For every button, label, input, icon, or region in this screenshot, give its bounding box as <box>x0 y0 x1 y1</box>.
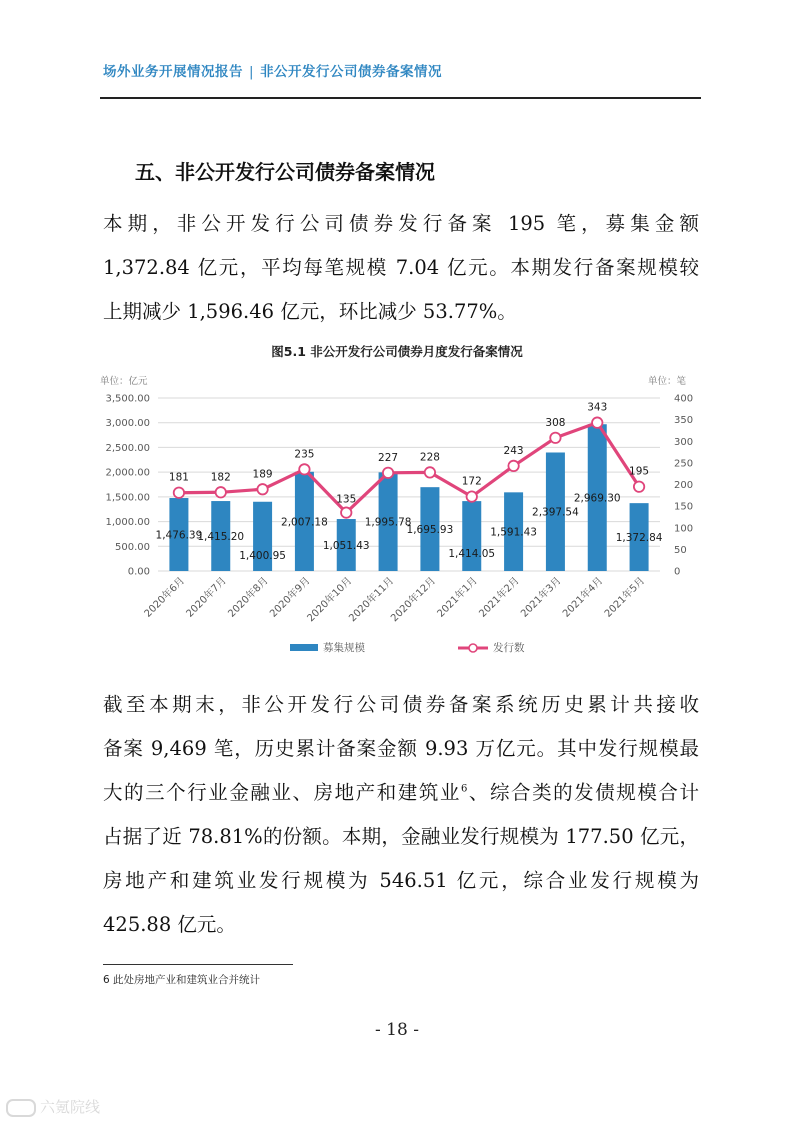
x-tick-label: 2020年8月 <box>226 575 271 620</box>
left-tick-label: 1,500.00 <box>105 492 150 504</box>
legend-line-marker <box>469 644 477 652</box>
x-tick-label: 2021年4月 <box>560 575 606 620</box>
left-tick-label: 3,500.00 <box>105 393 150 405</box>
line-point <box>341 507 351 517</box>
line-text: 大的三个行业金融业、房地产和建筑业 <box>103 781 461 804</box>
line-point <box>383 468 393 478</box>
line-point <box>257 484 267 494</box>
bar-data-label: 1,695.93 <box>406 524 454 537</box>
line-point <box>216 487 226 497</box>
left-tick-label: 2,500.00 <box>105 442 150 454</box>
section-title: 五、非公开发行公司债券备案情况 <box>135 160 435 184</box>
line-data-label: 308 <box>545 416 566 429</box>
right-tick-label: 350 <box>674 415 694 427</box>
x-tick-label: 2020年11月 <box>347 575 397 625</box>
monthly-issuance-chart <box>90 365 700 665</box>
paragraph-line: 本期，非公开发行公司债券发行备案 195 笔，募集金额 <box>103 212 699 235</box>
paragraph-line: 425.88 亿元。 <box>103 913 236 936</box>
watermark-text: 六氪院线 <box>40 1098 101 1116</box>
line-data-label: 172 <box>461 475 482 488</box>
legend-line-label: 发行数 <box>493 642 525 654</box>
line-data-label: 181 <box>168 471 189 484</box>
line-point <box>508 461 518 471</box>
line-point <box>299 464 309 474</box>
bar-data-label: 1,995.78 <box>364 516 412 529</box>
x-tick-label: 2020年9月 <box>268 575 313 620</box>
left-axis-unit: 单位：亿元 <box>100 376 148 387</box>
x-tick-label: 2020年7月 <box>184 575 229 620</box>
line-point <box>174 488 184 498</box>
bar-data-label: 2,007.18 <box>281 516 328 529</box>
bar-data-label: 1,051.43 <box>322 540 370 553</box>
bar <box>462 501 481 571</box>
watermark-logo-icon <box>6 1099 36 1117</box>
line-data-label: 235 <box>294 448 315 461</box>
right-axis-unit: 单位：笔 <box>647 376 686 387</box>
paragraph-summary <box>103 202 699 334</box>
paragraph-line: 占据了近 78.81%的份额。本期，金融业发行规模为 177.50 亿元， <box>103 825 699 848</box>
x-tick-label: 2020年12月 <box>389 575 439 625</box>
footnote-marker: 6 <box>103 974 110 986</box>
watermark <box>6 1096 100 1117</box>
running-header <box>103 60 442 80</box>
left-tick-label: 500.00 <box>115 541 150 553</box>
x-tick-label: 2021年3月 <box>519 575 564 620</box>
header-separator: | <box>249 64 255 80</box>
paragraph-line: 备案 9,469 笔，历史累计备案金额 9.93 万亿元。其中发行规模最 <box>103 737 699 760</box>
x-tick-label: 2020年10月 <box>305 575 355 625</box>
line-point <box>634 481 644 491</box>
header-divider <box>100 97 701 99</box>
bar-data-label: 1,372.84 <box>615 532 663 545</box>
line-point <box>592 417 602 427</box>
left-tick-label: 0.00 <box>127 566 150 578</box>
series-line <box>179 423 639 513</box>
bar-data-label: 1,476.39 <box>155 529 203 542</box>
line-text: 、综合类的发债规模合计 <box>467 781 699 804</box>
line-data-label: 228 <box>419 451 440 464</box>
bar-data-label: 1,400.95 <box>239 550 286 562</box>
line-data-label: 195 <box>629 465 650 478</box>
bar-data-label: 1,414.05 <box>448 548 496 560</box>
line-data-label: 227 <box>378 451 399 464</box>
header-section-name: 非公开发行公司债券备案情况 <box>260 64 443 80</box>
line-data-label: 135 <box>336 493 357 506</box>
paragraph-line: 上期减少 1,596.46 亿元，环比减少 53.77%。 <box>103 300 517 323</box>
line-data-label: 343 <box>587 401 608 414</box>
line-point <box>550 433 560 443</box>
left-tick-label: 3,000.00 <box>105 418 150 430</box>
x-tick-label: 2021年5月 <box>602 575 648 620</box>
x-tick-label: 2020年6月 <box>142 575 188 620</box>
line-point <box>425 467 435 477</box>
right-tick-label: 150 <box>674 501 694 513</box>
footnote <box>103 972 260 987</box>
bar-data-label: 2,397.54 <box>532 506 579 519</box>
bar-data-label: 2,969.30 <box>573 492 621 505</box>
bar-data-label: 1,591.43 <box>490 526 537 539</box>
line-point <box>467 491 477 501</box>
footnote-divider <box>103 964 293 965</box>
line-data-label: 182 <box>210 471 231 484</box>
legend-bar-swatch <box>290 644 318 651</box>
x-tick-label: 2021年1月 <box>435 575 480 620</box>
footnote-ref[interactable]: 6 <box>460 783 468 795</box>
paragraph-line: 1,372.84 亿元，平均每笔规模 7.04 亿元。本期发行备案规模较 <box>103 256 699 279</box>
right-tick-label: 250 <box>674 458 694 470</box>
line-data-label: 189 <box>252 468 273 481</box>
x-tick-label: 2021年2月 <box>477 575 522 620</box>
chart-title: 图5.1 非公开发行公司债券月度发行备案情况 <box>271 344 523 359</box>
right-tick-label: 200 <box>674 480 694 491</box>
line-data-label: 243 <box>503 444 524 457</box>
paragraph-line <box>103 771 699 815</box>
footnote-text: 此处房地产业和建筑业合并统计 <box>113 974 261 986</box>
left-tick-label: 1,000.00 <box>105 517 150 529</box>
right-tick-label: 400 <box>674 393 694 405</box>
bar-data-label: 1,415.20 <box>197 531 245 544</box>
legend-bar-label: 募集规模 <box>323 642 365 654</box>
right-tick-label: 100 <box>674 523 694 535</box>
paragraph-line: 截至本期末，非公开发行公司债券备案系统历史累计共接收 <box>103 693 699 716</box>
paragraph-cumulative <box>103 683 699 947</box>
right-tick-label: 0 <box>674 566 681 578</box>
left-tick-label: 2,000.00 <box>105 467 150 479</box>
right-tick-label: 50 <box>674 544 687 556</box>
header-report-name: 场外业务开展情况报告 <box>103 64 243 80</box>
paragraph-line: 房地产和建筑业发行规模为 546.51 亿元，综合业发行规模为 <box>103 869 699 892</box>
page-number: - 18 - <box>375 1020 419 1040</box>
right-tick-label: 300 <box>674 436 694 448</box>
